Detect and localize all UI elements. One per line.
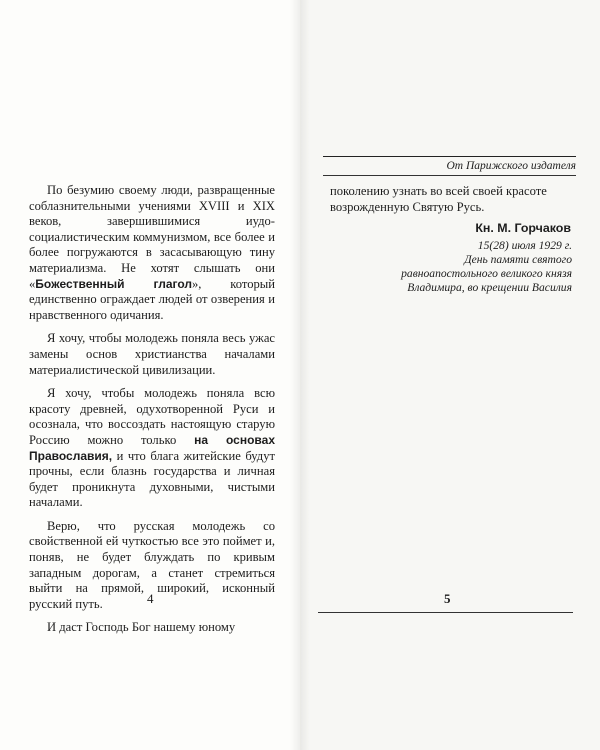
text-run: Верю, что русская молодежь со свойственной ей чуткостью все это поймет и, поняв, не будет блуждать по кривым западным дорогам, а станет стремиться выйти на прямой, широкий, исконный русский путь. bbox=[29, 518, 275, 611]
dateline-line: 15(28) июля 1929 г. bbox=[477, 239, 572, 252]
text-run: Я хочу, чтобы молодежь поняла весь ужас замены основ христианства началами материалистической цивилизации. bbox=[29, 331, 275, 377]
dateline-line: День памяти святого bbox=[464, 253, 572, 266]
dateline bbox=[330, 239, 572, 295]
left-paragraph bbox=[29, 386, 275, 511]
left-paragraph bbox=[29, 331, 275, 378]
text-run: », который единственно ограждает людей от озверения и нравственного одичания. bbox=[29, 276, 275, 322]
left-paragraph bbox=[29, 620, 275, 636]
page-number-left: 4 bbox=[147, 591, 154, 606]
text-run: И даст Господь Бог нашему юному bbox=[47, 620, 236, 635]
dateline-line: равноапостольного великого князя bbox=[401, 267, 572, 280]
text-run: и что блага житейские будут прочны, если блазнь государства и личная будет проникнута духовными, чистыми началами. bbox=[29, 448, 275, 510]
text-run: Я хочу, чтобы молодежь поняла всю красоту древней, одухотворенной Руси и осознала, что воссоздать настоящую старую Россию можно только bbox=[29, 386, 275, 447]
book-gutter bbox=[290, 0, 310, 750]
bold-phrase: Божественный глагол bbox=[35, 276, 192, 291]
running-head: От Парижского издателя bbox=[323, 156, 576, 176]
right-page-body bbox=[330, 184, 575, 215]
left-page-body bbox=[29, 183, 275, 636]
right-paragraph: поколению узнать во всей своей красоте возрожденную Святую Русь. bbox=[330, 184, 547, 214]
bold-phrase: на основах Православия, bbox=[29, 432, 275, 463]
bottom-rule bbox=[318, 612, 573, 613]
dateline-line: Владимира, во крещении Василия bbox=[407, 281, 572, 294]
text-run: По безумию своему люди, развращенные соблазнительными учениями XVIII и XIX веков, завершившимися иудо-социалистическим коммунизмом, все более и более погружаются в засасывающую тину материализма. Не хотят слышать они « bbox=[29, 183, 275, 291]
left-paragraph bbox=[29, 183, 275, 323]
page-number-right: 5 bbox=[444, 591, 451, 606]
author-signature: Кн. М. Горчаков bbox=[475, 221, 571, 235]
right-page bbox=[300, 0, 600, 750]
